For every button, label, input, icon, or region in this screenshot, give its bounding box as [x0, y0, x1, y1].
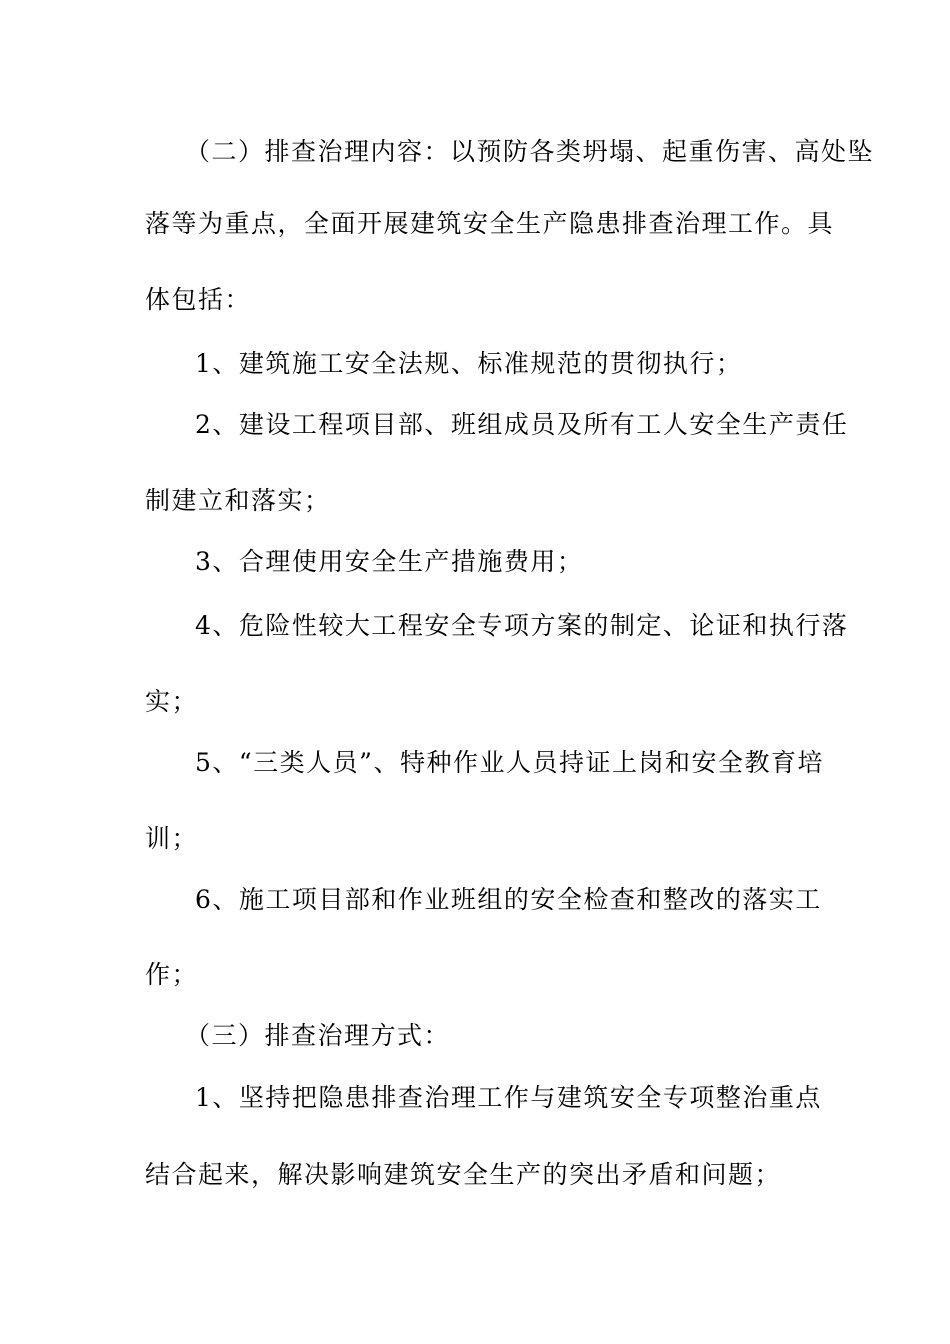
paragraph-line: 体包括：: [145, 285, 252, 314]
list-item-line: 5、“三类人员”、特种作业人员持证上岗和安全教育培: [195, 748, 824, 777]
list-item-line: 1、坚持把隐患排查治理工作与建筑安全专项整治重点: [195, 1083, 822, 1112]
list-item-line: 1、建筑施工安全法规、标准规范的贯彻执行；: [195, 349, 743, 378]
list-item-line: 3、合理使用安全生产措施费用；: [195, 547, 584, 576]
list-item-line: 训；: [145, 824, 199, 853]
list-item-line: 结合起来，解决影响建筑安全生产的突出矛盾和问题；: [145, 1160, 782, 1189]
list-item-line: 4、危险性较大工程安全专项方案的制定、论证和执行落: [195, 611, 849, 640]
section-heading: （三）排查治理方式：: [185, 1021, 451, 1050]
list-item-line: 作；: [145, 960, 199, 989]
list-item-line: 实；: [145, 687, 199, 716]
paragraph-line: 落等为重点，全面开展建筑安全生产隐患排查治理工作。具: [145, 209, 835, 238]
list-item-line: 制建立和落实；: [145, 486, 331, 515]
list-item-line: 6、施工项目部和作业班组的安全检查和整改的落实工: [195, 885, 822, 914]
list-item-line: 2、建设工程项目部、班组成员及所有工人安全生产责任: [195, 410, 849, 439]
paragraph-line: （二）排查治理内容：以预防各类坍塌、起重伤害、高处坠: [185, 137, 875, 166]
